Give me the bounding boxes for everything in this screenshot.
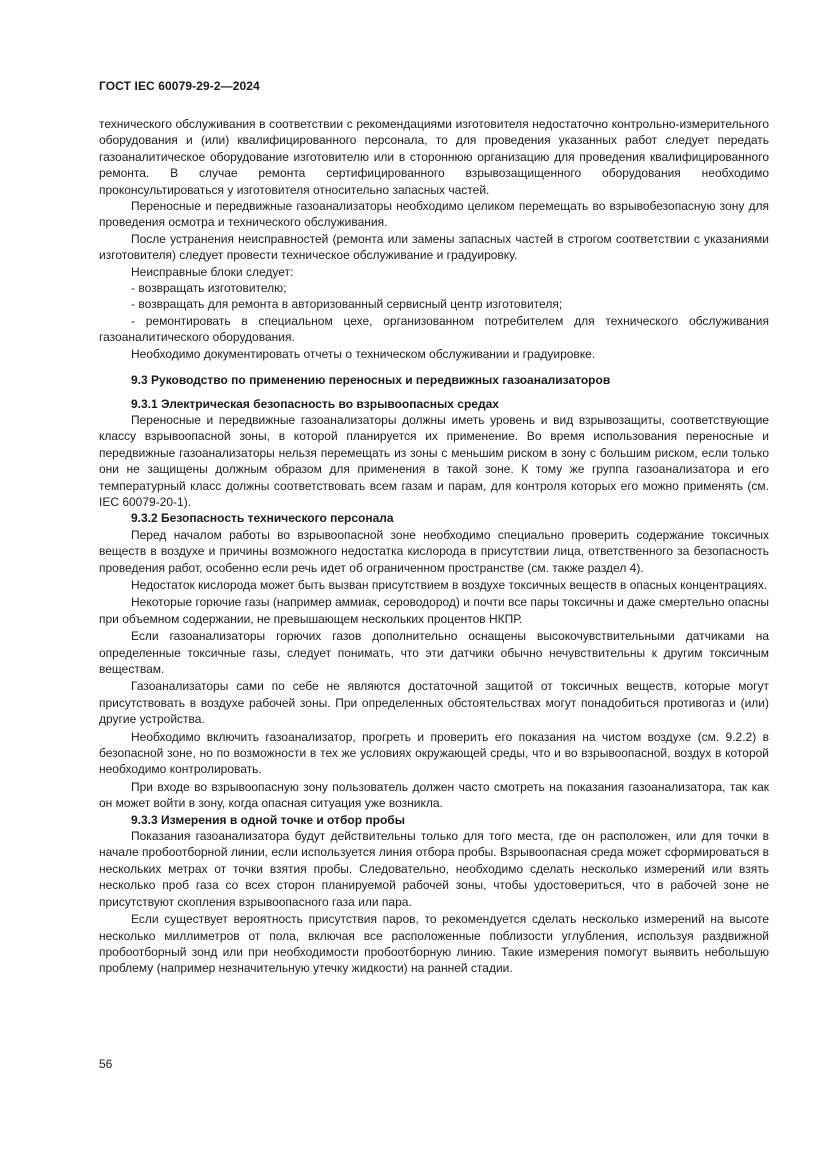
paragraph: технического обслуживания в соответствии с рекомендациями изготовителя недостаточно контрольно-измерительного оборудования и (или) квалифицированного персонала, то для проведения указанных работ следует передать газоаналитическое оборудование изготовителю или в стороннюю организацию для проведения квалифицированного ремонта. В случае ремонта сертифицированного взрывозащищенного оборудования необходимо проконсультироваться у изготовителя относительно запасных частей. (99, 117, 769, 197)
paragraph: Перед началом работы во взрывоопасной зоне необходимо специально проверить содержание токсичных веществ в воздухе и причины возможного недостатка кислорода в присутствии лица, ответственного за безопасность проведения работ, особенно если речь идет об ограниченном пространстве (см. также раздел 4). (99, 527, 769, 575)
list-item: - возвращать для ремонта в авторизованный сервисный центр изготовителя; (131, 297, 563, 312)
subsection-heading: 9.3.2 Безопасность технического персонала (131, 511, 394, 526)
page-number: 56 (99, 1057, 113, 1071)
subsection-heading: 9.3.1 Электрическая безопасность во взрывоопасных средах (131, 396, 499, 411)
list-item: - ремонтировать в специальном цехе, организованном потребителем для технического обслуживания газоаналитического оборудования. (99, 313, 769, 345)
paragraph: При входе во взрывоопасную зону пользователь должен часто смотреть на показания газоанализатора, так как он может войти в зону, когда опасная ситуация уже возникла. (99, 779, 769, 811)
paragraph: Если существует вероятность присутствия паров, то рекомендуется сделать несколько измерений на высоте несколько миллиметров от пола, включая все расположенные поблизости углубления, используя раздвижной пробоотборный зонд или при необходимости пробоотборную линию. Такие измерения помогут выявить небольшую проблему (например незначительную утечку жидкости) на ранней стадии. (99, 912, 769, 976)
page-body (99, 116, 769, 977)
paragraph: Если газоанализаторы горючих газов дополнительно оснащены высокочувствительными датчиками на определенные токсичные газы, следует понимать, что эти датчики обычно нечувствительны к другим токсичным веществам. (99, 629, 769, 676)
section-heading: 9.3 Руководство по применению переносных и передвижных газоанализаторов (131, 373, 611, 388)
list-item: - возвращать изготовителю; (131, 281, 287, 296)
paragraph: Переносные и передвижные газоанализаторы необходимо целиком перемещать во взрывобезопасную зону для проведения осмотра и технического обслуживания. (99, 199, 769, 230)
document-header: ГОСТ IEC 60079-29-2—2024 (99, 79, 260, 93)
paragraph: Переносные и передвижные газоанализаторы должны иметь уровень и вид взрывозащиты, соответствующие классу взрывоопасной зоны, в которой планируется их применение. Во время использования переносные и передвижные газоанализаторы нельзя перемещать из зоны с меньшим риском в зону с большим риском, если только они не защищены должным образом для применения в такой зоне. К тому же группа газоанализатора и его температурный класс должны соответствовать всем газам и парам, для контроля которых его можно применять (см. IEC 60079-20-1). (99, 412, 769, 509)
paragraph: Неисправные блоки следует: (131, 264, 294, 279)
paragraph: После устранения неисправностей (ремонта или замены запасных частей в строгом соответствии с указаниями изготовителя) следует провести техническое обслуживание и градуировку. (99, 231, 769, 263)
paragraph: Необходимо документировать отчеты о техническом обслуживании и градуировке. (131, 346, 596, 361)
paragraph: Недостаток кислорода может быть вызван присутствием в воздухе токсичных веществ в опасных концентрациях. (131, 577, 768, 592)
paragraph: Некоторые горючие газы (например аммиак, сероводород) и почти все пары токсичны и даже смертельно опасны при объемном содержании, не превышающем нескольких процентов НКПР. (99, 595, 769, 626)
paragraph: Газоанализаторы сами по себе не являются достаточной защитой от токсичных веществ, которые могут присутствовать в воздухе рабочей зоны. При определенных обстоятельствах могут понадобиться противогаз и (или) другие устройства. (99, 679, 769, 727)
subsection-heading: 9.3.3 Измерения в одной точке и отбор пробы (131, 812, 405, 827)
paragraph: Необходимо включить газоанализатор, прогреть и проверить его показания на чистом воздухе (см. 9.2.2) в безопасной зоне, но по возможности в тех же условиях окружающей среды, что и во взрывоопасной, воздух в которой необходимо контролировать. (99, 729, 769, 777)
paragraph: Показания газоанализатора будут действительны только для того места, где он расположен, или для точки в начале пробоотборной линии, если используется линия отбора пробы. Взрывоопасная среда может сформироваться в нескольких метрах от точки взятия пробы. Следовательно, необходимо сделать несколько измерений или взять несколько проб газа со всех сторон планируемой рабочей зоны, чтобы удостовериться, что в рабочей зоне не присутствуют скопления взрывоопасного газа или пара. (99, 829, 769, 909)
